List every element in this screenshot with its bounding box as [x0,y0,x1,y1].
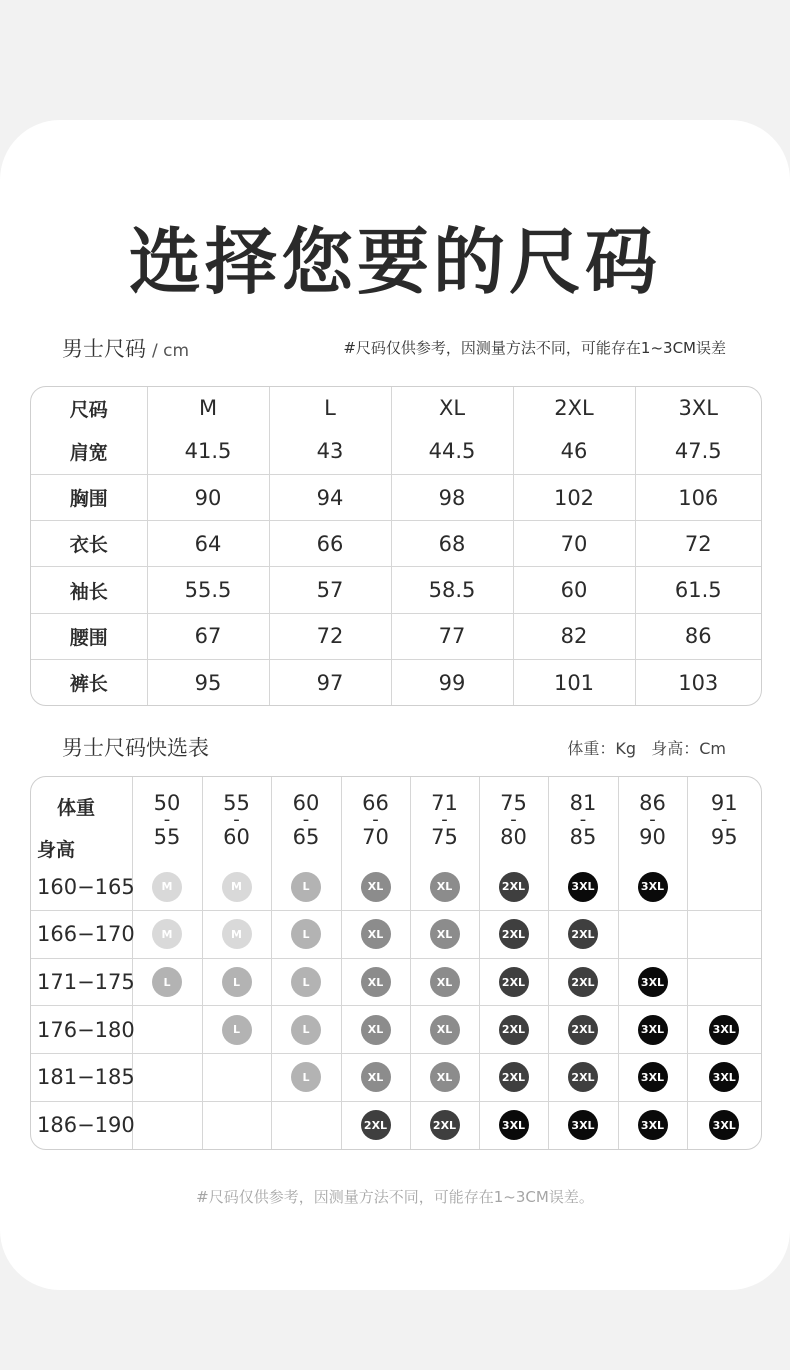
weight-to: 65 [292,825,320,849]
size-badge: L [291,1062,321,1092]
weight-range-header [618,777,687,863]
size-cell [479,911,548,959]
size-cell [687,1054,761,1102]
size-cell [341,863,410,911]
weight-from: 75 [500,791,527,815]
size-cell [271,1054,341,1102]
weight-to: 90 [639,825,666,849]
quick-select-table [30,776,762,1150]
size-cell [132,911,202,959]
measurement-label: 胸围 [31,474,147,520]
size-badge: M [152,872,182,902]
size-badge: L [291,967,321,997]
weight-to: 60 [223,825,250,849]
size-cell [687,1006,761,1054]
measurement-value: 106 [635,474,761,520]
size-cell [479,1101,548,1149]
measurement-label: 腰围 [31,613,147,659]
size-badge: 3XL [638,872,668,902]
weight-from: 55 [223,791,250,815]
size-cell [548,1054,618,1102]
size-cell [202,1054,271,1102]
size-row [31,429,761,474]
page-title: 选择您要的尺码 [128,220,661,304]
weight-range-header [479,777,548,863]
size-badge: L [291,1015,321,1045]
size-note: #尺码仅供参考，因测量方法不同，可能存在1~3CM误差 [343,339,726,357]
size-header-cell: 3XL [635,387,761,429]
size-cell [271,863,341,911]
range-dash: - [510,809,517,830]
height-row [31,1006,761,1054]
size-badge: XL [361,1015,391,1045]
measurement-value: 67 [147,613,269,659]
weight-range-header [132,777,202,863]
size-cell [548,911,618,959]
size-row [31,474,761,520]
size-badge: XL [430,967,460,997]
measurement-value: 94 [269,474,391,520]
range-dash: - [163,809,171,830]
size-badge: XL [361,872,391,902]
size-badge: XL [361,919,391,949]
size-cell [271,911,341,959]
measurement-value: 47.5 [635,429,761,474]
size-cell [202,1006,271,1054]
size-cell [132,958,202,1006]
size-badge: XL [361,967,391,997]
size-cell [132,1054,202,1102]
height-row [31,863,761,911]
measurement-value: 95 [147,660,269,706]
size-cell [479,863,548,911]
size-badge: 2XL [499,1062,529,1092]
weight-from: 60 [292,791,320,815]
measurement-value: 64 [147,521,269,567]
weight-from: 50 [153,791,181,815]
size-badge: 2XL [499,967,529,997]
size-cell [341,1006,410,1054]
range-dash: - [579,809,587,830]
size-badge: 2XL [568,1015,598,1045]
size-badge: L [222,967,252,997]
size-cell [410,958,479,1006]
size-badge: 2XL [568,919,598,949]
measurement-value: 90 [147,474,269,520]
measurement-value: 66 [269,521,391,567]
weight-range-header [410,777,479,863]
size-badge: XL [430,919,460,949]
footer-note: #尺码仅供参考，因测量方法不同，可能存在1~3CM误差。 [196,1188,594,1206]
size-badge: M [222,919,252,949]
weight-range-header [548,777,618,863]
size-badge: 3XL [709,1062,739,1092]
size-badge: 3XL [568,872,598,902]
weight-from: 91 [710,791,738,815]
size-badge: 3XL [568,1110,598,1140]
size-cell [618,958,687,1006]
measurement-label: 衣长 [31,521,147,567]
measurement-value: 60 [513,567,635,613]
size-cell [479,1054,548,1102]
measurement-value: 44.5 [391,429,513,474]
weight-range-header [202,777,271,863]
height-range-label: 186−190 [31,1101,132,1149]
size-badge: 3XL [499,1110,529,1140]
size-cell [687,911,761,959]
size-cell [618,1101,687,1149]
size-row [31,567,761,613]
size-header-cell: XL [391,387,513,429]
size-cell [687,1101,761,1149]
size-row [31,660,761,706]
weight-from: 66 [362,791,389,815]
range-dash: - [721,809,728,830]
measurement-value: 70 [513,521,635,567]
size-badge: 3XL [638,1062,668,1092]
range-dash: - [372,809,379,830]
size-badge: XL [361,1062,391,1092]
size-badge: L [222,1015,252,1045]
weight-range-header [271,777,341,863]
height-row [31,958,761,1006]
weight-to: 55 [153,825,181,849]
measurement-value: 99 [391,660,513,706]
measurement-value: 72 [269,613,391,659]
measurement-value: 72 [635,521,761,567]
corner-height-label: 身高 [37,839,76,861]
measurement-value: 77 [391,613,513,659]
size-cell [618,863,687,911]
size-badge: 3XL [638,1015,668,1045]
quick-section-title: 男士尺码快选表 [62,736,209,760]
size-cell [202,863,271,911]
size-cell [618,1054,687,1102]
measurement-value: 102 [513,474,635,520]
size-badge: 3XL [638,967,668,997]
size-cell [548,863,618,911]
weight-to: 85 [569,825,597,849]
size-row [31,613,761,659]
corner-weight-label: 体重 [57,797,96,819]
size-cell [410,1101,479,1149]
size-cell [618,911,687,959]
measurement-value: 55.5 [147,567,269,613]
height-range-label: 176−180 [31,1006,132,1054]
size-badge: 2XL [568,967,598,997]
size-header-cell: L [269,387,391,429]
height-row [31,1054,761,1102]
measurement-label: 裤长 [31,660,147,706]
measurement-label: 袖长 [31,567,147,613]
size-cell [479,958,548,1006]
size-cell [202,1101,271,1149]
size-badge: 2XL [430,1110,460,1140]
range-dash: - [441,809,448,830]
size-badge: 2XL [499,1015,529,1045]
height-range-label: 171−175 [31,958,132,1006]
measurement-value: 46 [513,429,635,474]
size-badge: 3XL [638,1110,668,1140]
height-range-label: 181−185 [31,1054,132,1102]
size-badge: 2XL [499,919,529,949]
size-cell [271,958,341,1006]
size-badge: 3XL [709,1110,739,1140]
weight-to: 80 [500,825,527,849]
measurement-value: 68 [391,521,513,567]
weight-to: 70 [362,825,389,849]
weight-from: 86 [639,791,666,815]
size-cell [271,1006,341,1054]
measurement-value: 58.5 [391,567,513,613]
size-cell [548,958,618,1006]
size-cell [410,1054,479,1102]
size-badge: 2XL [361,1110,391,1140]
size-cell [410,911,479,959]
measurement-value: 82 [513,613,635,659]
corner-cell [31,777,132,863]
size-cell [479,1006,548,1054]
measurement-value: 43 [269,429,391,474]
size-cell [132,1006,202,1054]
range-dash: - [302,809,310,830]
height-row [31,1101,761,1149]
size-cell [132,1101,202,1149]
weight-from: 81 [569,791,597,815]
size-cell [341,1054,410,1102]
weight-range-header [687,777,761,863]
size-badge: L [152,967,182,997]
measurement-value: 41.5 [147,429,269,474]
size-cell [341,1101,410,1149]
measurement-value: 97 [269,660,391,706]
size-header-cell: M [147,387,269,429]
quick-units: 体重：Kg 身高：Cm [567,739,726,758]
size-table [30,386,762,706]
size-cell [618,1006,687,1054]
range-dash: - [649,809,656,830]
range-dash: - [233,809,240,830]
size-badge: L [291,872,321,902]
size-cell [132,863,202,911]
size-section-heading [62,333,189,363]
size-cell [271,1101,341,1149]
weight-range-header [341,777,410,863]
height-row [31,911,761,959]
size-badge: M [222,872,252,902]
size-badge: 3XL [709,1015,739,1045]
measurement-value: 103 [635,660,761,706]
size-badge: 2XL [499,872,529,902]
size-badge: XL [430,872,460,902]
weight-to: 75 [431,825,458,849]
size-cell [410,1006,479,1054]
size-cell [548,1006,618,1054]
measurement-value: 86 [635,613,761,659]
size-cell [687,863,761,911]
size-badge: 2XL [568,1062,598,1092]
measurement-label: 肩宽 [31,429,147,474]
measurement-value: 57 [269,567,391,613]
weight-from: 71 [431,791,458,815]
measurement-value: 61.5 [635,567,761,613]
measurement-value: 98 [391,474,513,520]
size-cell [548,1101,618,1149]
size-cell [687,958,761,1006]
size-badge: XL [430,1062,460,1092]
size-cell [202,911,271,959]
size-cell [202,958,271,1006]
size-badge: L [291,919,321,949]
height-range-label: 160−165 [31,863,132,911]
size-header-cell: 2XL [513,387,635,429]
size-cell [341,958,410,1006]
size-row [31,521,761,567]
size-badge: XL [430,1015,460,1045]
height-range-label: 166−170 [31,911,132,959]
measurement-value: 101 [513,660,635,706]
size-badge: M [152,919,182,949]
size-cell [410,863,479,911]
size-cell [341,911,410,959]
size-section-title: 男士尺码 [62,337,146,361]
weight-to: 95 [710,825,738,849]
size-unit: / cm [152,341,190,361]
size-header-label: 尺码 [31,387,147,429]
